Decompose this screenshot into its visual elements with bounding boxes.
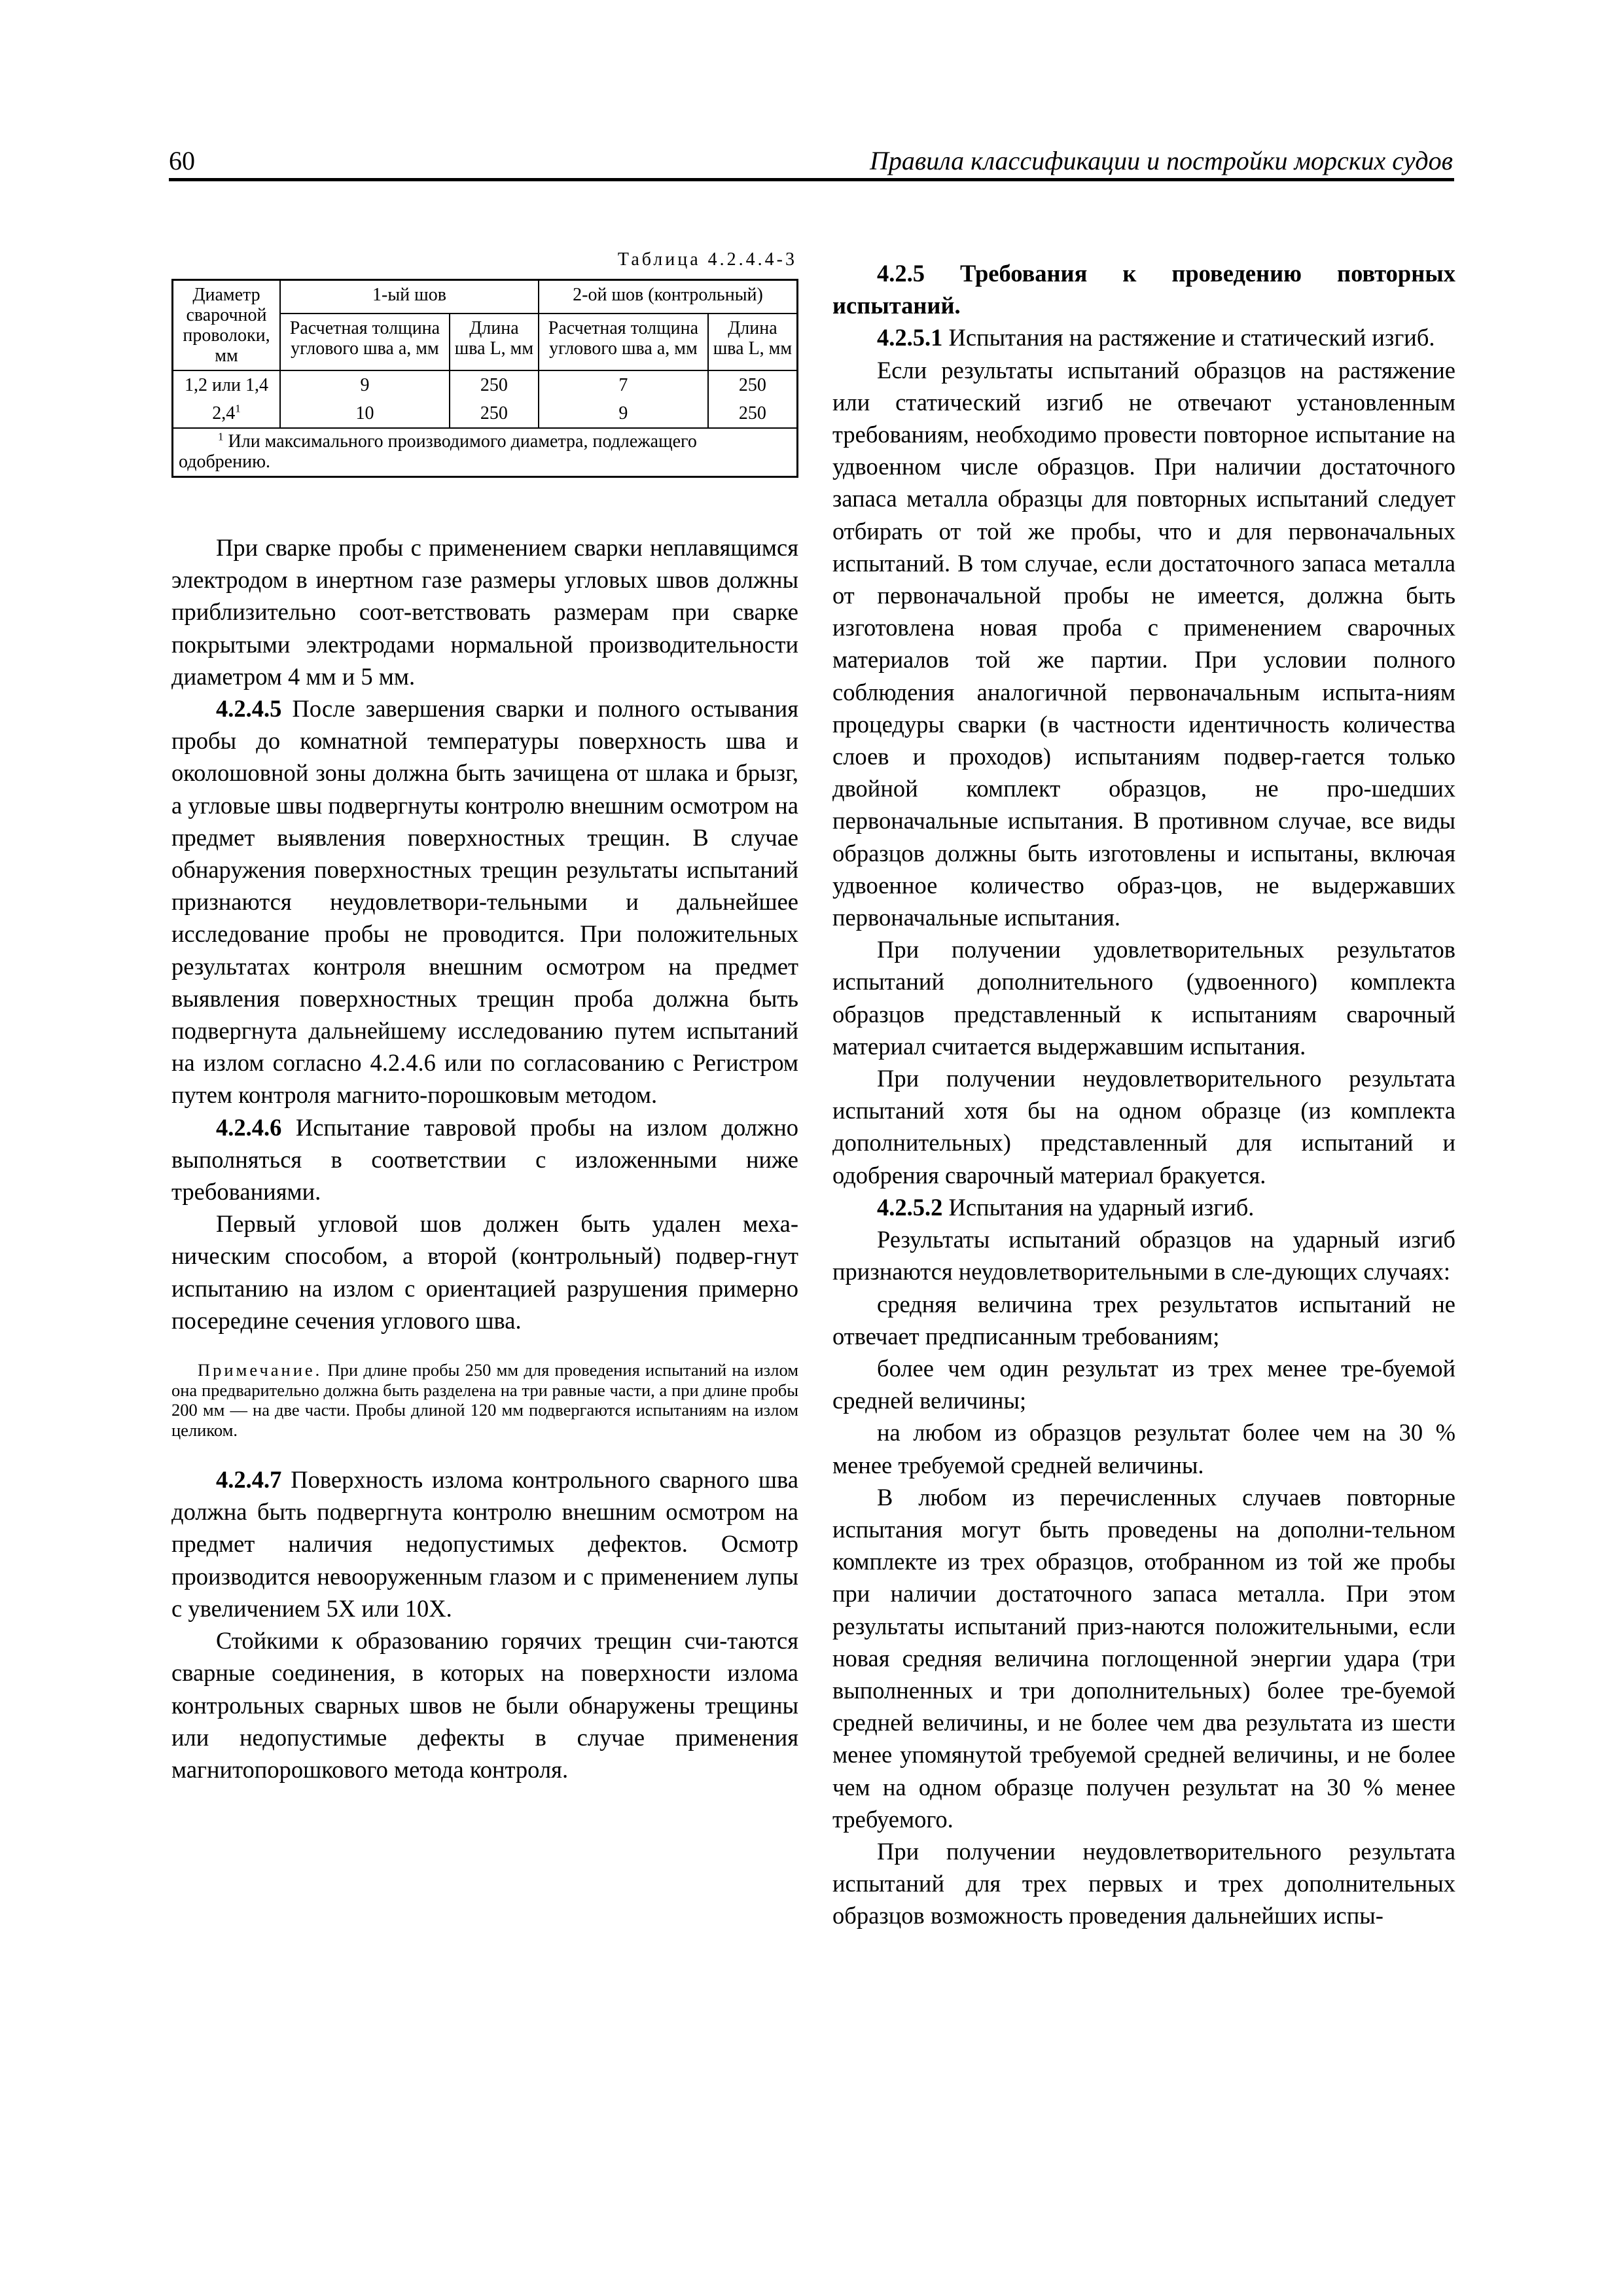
left-paragraph-4: Первый угловой шов должен быть удален меха-ническим способом, а второй (контрольный) подвер-гнут испытанию на излом с ориентацией разрушения примерно посередине сечения углового шва.	[171, 1210, 798, 1334]
list-item: более чем один результат из трех менее тре-буемой средней величины;	[832, 1354, 1455, 1414]
left-paragraph-6: Стойкими к образованию горячих трещин счи-таются сварные соединения, в которых на поверхности излома контрольных сварных швов не были обнаружены трещины или недопустимые дефекты в случае применения магнитопорошкового метода контроля.	[171, 1627, 798, 1783]
note: Примечание. При длине пробы 250 мм для проведения испытаний на излом она предварительно должна быть разделена на три равные части, а при длине пробы 200 мм — на две части. Пробы длиной 120 мм подвергаются испытаниям на излом целиком.	[171, 1360, 799, 1440]
section-4-2-4-7: 4.2.4.7 Поверхность излома контрольного сварного шва должна быть подвергнута контролю внешним осмотром на предмет наличия недопустимых дефектов. Осмотр производится невооруженным глазом и с применением лупы с увеличением 5Х или 10Х.	[171, 1466, 798, 1622]
page-number: 60	[169, 146, 195, 175]
right-paragraph-3: При получении неудовлетворительного результата испытаний хотя бы на одном образце (из комплекта дополнительных) представленный для испытаний и одобрения сварочный материал бракуется.	[832, 1065, 1455, 1189]
section-4-2-5-heading: 4.2.5 Требования к проведению повторных испытаний.	[832, 260, 1455, 319]
col-header-length-1: Длина шва L, мм	[450, 314, 539, 370]
left-column	[171, 249, 798, 1785]
cell-l2: 250	[708, 370, 798, 399]
col-header-diameter: Диаметр сварочной проволоки, мм	[173, 280, 281, 371]
col-header-second-seam: 2-ой шов (контрольный)	[539, 280, 798, 314]
cell-a1: 9	[280, 370, 450, 399]
list-item: средняя величина трех результатов испытаний не отвечает предписанным требованиям;	[832, 1290, 1455, 1350]
section-4-2-5-2-heading: 4.2.5.2 Испытания на ударный изгиб.	[877, 1193, 1255, 1221]
right-column	[832, 257, 1455, 1932]
table-row	[173, 399, 798, 428]
cell-a2: 9	[539, 399, 708, 428]
list-item: на любом из образцов результат более чем на 30 % менее требуемой средней величины.	[832, 1419, 1455, 1479]
spec-table	[171, 279, 798, 478]
section-4-2-5-1-heading: 4.2.5.1 Испытания на растяжение и статический изгиб.	[877, 324, 1435, 351]
running-title: Правила классификации и постройки морских судов	[869, 146, 1453, 175]
table-footnote: $^1$ Или максимального производимого диаметра, подлежащего одобрению.	[173, 428, 798, 477]
col-header-first-seam: 1-ый шов	[280, 280, 539, 314]
cell-diameter: 1,2 или 1,4	[173, 370, 281, 399]
right-paragraph-4: Результаты испытаний образцов на ударный изгиб признаются неудовлетворительными в сле-дующих случаях:	[832, 1226, 1455, 1285]
section-4-2-4-5: 4.2.4.5 После завершения сварки и полного остывания пробы до комнатной температуры поверхность шва и околошовной зоны должна быть зачищена от шлака и брызг, а угловые швы подвергнуты контролю внешним осмотром на предмет выявления поверхностных трещин. В случае обнаружения поверхностных трещин результаты испытаний признаются неудовлетвори-тельными и дальнейшее исследование пробы не проводится. При положительных результатах контроля внешним осмотром на предмет выявления поверхностных трещин проба должна быть подвергнута дальнейшему исследованию путем испытаний на излом согласно 4.2.4.6 или по согласованию с Регистром путем контроля магнито-порошковым методом.	[171, 695, 799, 1109]
cell-l2: 250	[708, 399, 798, 428]
cell-l1: 250	[450, 399, 539, 428]
left-paragraph-1: При сварке пробы с применением сварки неплавящимся электродом в инертном газе размеры угловых швов должны приблизительно соот-ветствовать размерам при сварке покрытыми электродами нормальной производительности диаметром 4 мм и 5 мм.	[171, 534, 798, 690]
cell-a2: 7	[539, 370, 708, 399]
table-caption: Таблица 4.2.4.4-3	[617, 249, 797, 270]
col-header-thickness-2: Расчетная толщина углового шва a, мм	[539, 314, 708, 370]
col-header-thickness-1: Расчетная толщина углового шва a, мм	[280, 314, 450, 370]
right-paragraph-2: При получении удовлетворительных результатов испытаний дополнительного (удвоенного) комплекта образцов представленный к испытаниям сварочный материал считается выдержавшим испытания.	[832, 936, 1455, 1060]
section-4-2-4-6: 4.2.4.6 Испытание тавровой пробы на излом должно выполняться в соответствии с изложенными ниже требованиями.	[171, 1113, 798, 1206]
right-paragraph-6: При получении неудовлетворительного результата испытаний для трех первых и трех дополнительных образцов возможность проведения дальнейших испы-	[832, 1837, 1455, 1929]
cell-a1: 10	[280, 399, 450, 428]
cell-diameter: $2,4^1$	[173, 399, 281, 428]
cell-l1: 250	[450, 370, 539, 399]
right-paragraph-5: В любом из перечисленных случаев повторные испытания могут быть проведены на дополни-тельном комплекте из трех образцов, отобранном из той же пробы при наличии достаточного запаса металла. При этом результаты испытаний приз-наются положительными, если новая средняя величина поглощенной энергии удара (три выполненных и три дополнительных) более тре-буемой средней величины, и не более чем два результата из шести менее упомянутой требуемой средней величины, и не более чем на одном образце получен результат на 30 % менее требуемого.	[832, 1483, 1455, 1833]
col-header-length-2: Длина шва L, мм	[708, 314, 798, 370]
table-row	[173, 370, 798, 399]
header-rule	[169, 178, 1454, 181]
right-paragraph-1: Если результаты испытаний образцов на растяжение или статический изгиб не отвечают установленным требованиям, необходимо провести повторное испытание на удвоенном числе образцов. При наличии достаточного запаса металла образцы для повторных испытаний следует отбирать от той же пробы, что и для первоначальных испытаний. В том случае, если достаточного запаса металла от первоначальной пробы не имеется, должна быть изготовлена новая проба с применением сварочных материалов той же партии. При условии полного соблюдения аналогичной первоначальным испыта-ниям процедуры сварки (в частности идентичность количества слоев и проходов) испытаниям подвер-гается только двойной комплект образцов, не про-шедших первоначальные испытания. В противном случае, все виды образцов должны быть изготовлены и испытаны, включая удвоенное количество образ-цов, не выдержавших первоначальные испытания.	[832, 356, 1455, 931]
